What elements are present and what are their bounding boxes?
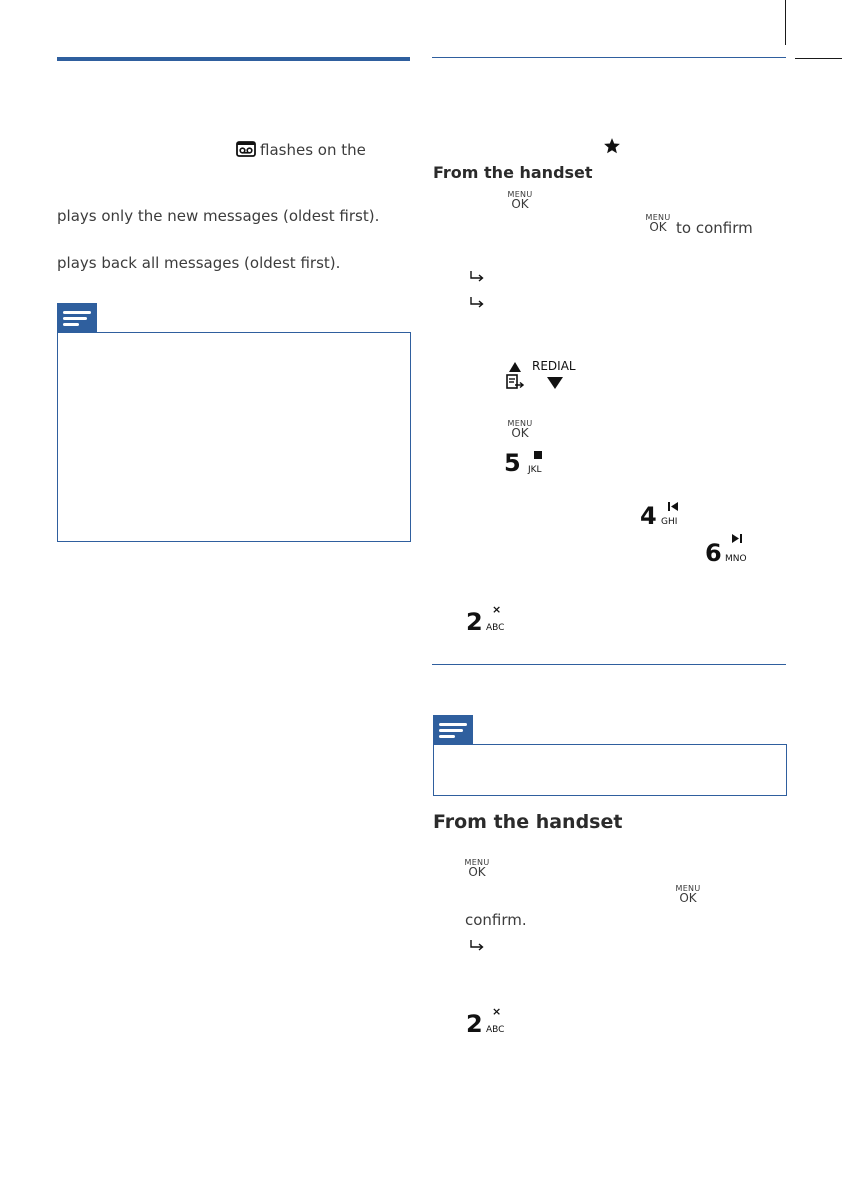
star-icon [603, 137, 621, 155]
next-icon [732, 534, 742, 543]
note-icon [433, 715, 473, 745]
menu-ok-key [505, 190, 535, 212]
up-arrow-icon [508, 361, 522, 373]
key-2-letters: ABC [486, 1025, 505, 1035]
key-2-letters: ABC [486, 623, 505, 633]
previous-icon [668, 502, 678, 511]
play-new-messages-text: plays only the new messages (oldest first). [57, 207, 380, 225]
ok-label: OK [511, 197, 529, 211]
result-arrow-icon [469, 270, 485, 284]
menu-label: MENU [507, 419, 533, 428]
section-rule-right-bottom [432, 664, 786, 665]
note-icon [57, 303, 97, 333]
note-box-right [433, 744, 787, 796]
ok-label: OK [649, 220, 667, 234]
play-all-messages-text: plays back all messages (oldest first). [57, 254, 341, 272]
heading-from-the-handset-1: From the handset [433, 163, 593, 182]
redial-label: REDIAL [532, 359, 576, 373]
menu-ok-key [505, 419, 535, 441]
menu-label: MENU [645, 213, 671, 222]
note-box-left [57, 332, 411, 542]
key-4-letters: GHI [661, 517, 678, 527]
section-rule-left [57, 57, 410, 61]
key-6: 6 [705, 539, 722, 567]
crop-mark-vertical [785, 0, 786, 45]
flashes-text: flashes on the [260, 141, 366, 159]
phonebook-icon [506, 374, 524, 390]
menu-ok-key [673, 884, 703, 906]
menu-label: MENU [464, 858, 490, 867]
section-rule-right-top [432, 57, 786, 58]
result-arrow-icon [469, 296, 485, 310]
answering-machine-icon [236, 141, 256, 157]
menu-label: MENU [675, 884, 701, 893]
menu-label: MENU [507, 190, 533, 199]
key-4: 4 [640, 502, 657, 530]
key-5-letters: JKL [528, 465, 542, 475]
delete-icon: × [492, 1005, 502, 1018]
key-6-letters: MNO [725, 554, 747, 564]
ok-label: OK [679, 891, 697, 905]
menu-ok-key [643, 213, 673, 235]
result-arrow-icon [469, 939, 485, 953]
key-5: 5 [504, 449, 521, 477]
down-arrow-icon [546, 376, 564, 390]
key-2: 2 [466, 608, 483, 636]
delete-icon: × [492, 603, 502, 616]
ok-label: OK [468, 865, 486, 879]
confirm-text: confirm. [465, 911, 527, 929]
menu-ok-key [462, 858, 492, 880]
stop-icon [534, 451, 542, 459]
key-2: 2 [466, 1010, 483, 1038]
crop-mark-horizontal [795, 58, 842, 59]
to-confirm-text: to confirm [676, 219, 753, 237]
ok-label: OK [511, 426, 529, 440]
heading-from-the-handset-2: From the handset [433, 811, 623, 833]
